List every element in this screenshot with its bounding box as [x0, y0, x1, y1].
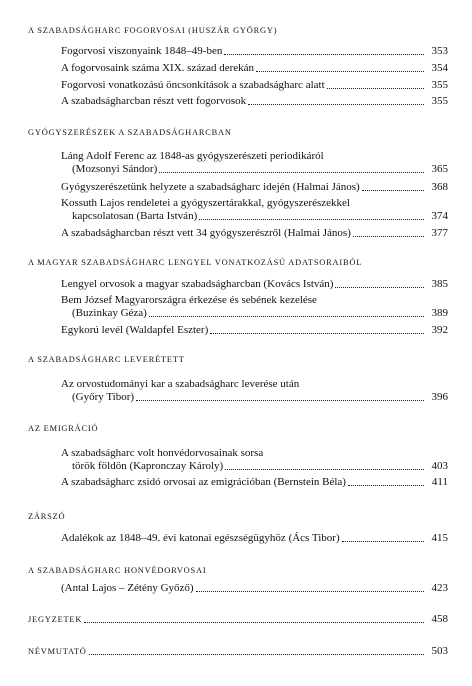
- dot-leader: [199, 219, 424, 220]
- section-title-gyogyszereszek: GYÓGYSZERÉSZEK A SZABADSÁGHARCBAN: [28, 128, 232, 137]
- entry-page: 415: [431, 532, 448, 544]
- toc-entry[interactable]: [61, 227, 448, 240]
- dot-leader: [225, 469, 424, 470]
- dot-leader: [136, 400, 424, 401]
- section-title-jegyzetek: JEGYZETEK: [28, 615, 83, 624]
- entry-title-cont: (Buzinkay Géza): [72, 307, 147, 319]
- toc-entry[interactable]: [61, 324, 448, 337]
- dot-leader: [210, 333, 424, 334]
- entry-title: A szabadságharcban részt vett fogorvosok: [61, 95, 247, 107]
- toc-entry[interactable]: [61, 378, 448, 404]
- toc-entry[interactable]: [61, 95, 448, 108]
- toc-entry[interactable]: [61, 197, 448, 223]
- entry-page: 368: [431, 181, 448, 193]
- dot-leader: [248, 104, 424, 105]
- toc-entry[interactable]: [61, 62, 448, 75]
- entry-page: 355: [431, 79, 448, 91]
- entry-page: 365: [431, 163, 448, 175]
- dot-leader: [196, 591, 424, 592]
- entry-title: Fogorvosi viszonyaink 1848–49-ben: [61, 45, 223, 57]
- toc-entry[interactable]: [61, 447, 448, 473]
- dot-leader: [353, 236, 424, 237]
- toc-entry-jegyzetek[interactable]: [28, 613, 448, 626]
- section-title-honvedorvosai: A SZABADSÁGHARC HONVÉDORVOSAI: [28, 566, 207, 575]
- section-title-lengyel: A MAGYAR SZABADSÁGHARC LENGYEL VONATKOZÁSÚ ADATSORAIBÓL: [28, 258, 363, 267]
- toc-entry-nevmutato[interactable]: [28, 645, 448, 658]
- entry-page: 354: [431, 62, 448, 74]
- section-title-zarszo: ZÁRSZÓ: [28, 512, 66, 521]
- entry-page: 392: [431, 324, 448, 336]
- toc-entry[interactable]: [61, 294, 448, 320]
- toc-entry[interactable]: [61, 45, 448, 58]
- dot-leader: [224, 54, 424, 55]
- entry-page: 396: [431, 391, 448, 403]
- dot-leader: [149, 316, 424, 317]
- toc-entry[interactable]: [61, 79, 448, 92]
- dot-leader: [256, 71, 424, 72]
- entry-title-cont: kapcsolatosan (Barta István): [72, 210, 198, 222]
- entry-title: A szabadságharc volt honvédorvosainak sorsa: [61, 447, 264, 459]
- entry-page: 355: [431, 95, 448, 107]
- dot-leader: [159, 172, 424, 173]
- entry-page: 353: [431, 45, 448, 57]
- entry-page: 423: [431, 582, 448, 594]
- entry-title: Fogorvosi vonatkozású öncsonkítások a szabadságharc alatt: [61, 79, 325, 91]
- dot-leader: [362, 190, 424, 191]
- entry-page: 389: [431, 307, 448, 319]
- dot-leader: [342, 541, 424, 542]
- entry-title-cont: török földön (Kapronczay Károly): [72, 460, 224, 472]
- dot-leader: [335, 287, 424, 288]
- entry-title: Kossuth Lajos rendeletei a gyógyszertárakkal, gyógyszerészekkel: [61, 197, 350, 209]
- dot-leader: [348, 485, 424, 486]
- entry-title: A fogorvosaink száma XIX. század derekán: [61, 62, 255, 74]
- entry-page: 503: [431, 645, 448, 657]
- entry-title: Láng Adolf Ferenc az 1848-as gyógyszerészeti periodikáról: [61, 150, 324, 162]
- dot-leader: [327, 88, 424, 89]
- entry-page: 377: [431, 227, 448, 239]
- entry-title: Gyógyszerészetünk helyzete a szabadságharc idején (Halmai János): [61, 181, 360, 193]
- toc-entry[interactable]: [61, 582, 448, 595]
- entry-title: A szabadságharc zsidó orvosai az emigrációban (Bernstein Béla): [61, 476, 346, 488]
- entry-page: 385: [431, 278, 448, 290]
- entry-title: A szabadságharcban részt vett 34 gyógyszerészről (Halmai János): [61, 227, 351, 239]
- toc-entry[interactable]: [61, 476, 448, 489]
- section-title-leveretett: A SZABADSÁGHARC LEVERÉTETT: [28, 355, 185, 364]
- entry-page: 458: [431, 613, 448, 625]
- entry-page: 374: [431, 210, 448, 222]
- dot-leader: [89, 654, 424, 655]
- section-title-fogorvosai: A SZABADSÁGHARC FOGORVOSAI (HUSZÁR GYÖRGY): [28, 26, 278, 35]
- section-title-nevmutato: NÉVMUTATÓ: [28, 647, 87, 656]
- entry-title: (Antal Lajos – Zétény Győző): [61, 582, 194, 594]
- section-title-emigracio: AZ EMIGRÁCIÓ: [28, 424, 99, 433]
- entry-title: Az orvostudományi kar a szabadságharc leverése után: [61, 378, 300, 390]
- dot-leader: [84, 622, 424, 623]
- entry-page: 403: [431, 460, 448, 472]
- entry-page: 411: [431, 476, 448, 488]
- entry-title: Adalékok az 1848–49. évi katonai egészségügyhöz (Ács Tibor): [61, 532, 340, 544]
- toc-entry[interactable]: [61, 181, 448, 194]
- toc-entry[interactable]: [61, 150, 448, 176]
- entry-title: Bem József Magyarországra érkezése és sebének kezelése: [61, 294, 317, 306]
- entry-title: Lengyel orvosok a magyar szabadságharcban (Kovács István): [61, 278, 334, 290]
- entry-title-cont: (Győry Tibor): [72, 391, 135, 403]
- entry-title-cont: (Mozsonyi Sándor): [72, 163, 158, 175]
- toc-entry[interactable]: [61, 278, 448, 291]
- entry-title: Egykorú levél (Waldapfel Eszter): [61, 324, 209, 336]
- toc-entry[interactable]: [61, 532, 448, 545]
